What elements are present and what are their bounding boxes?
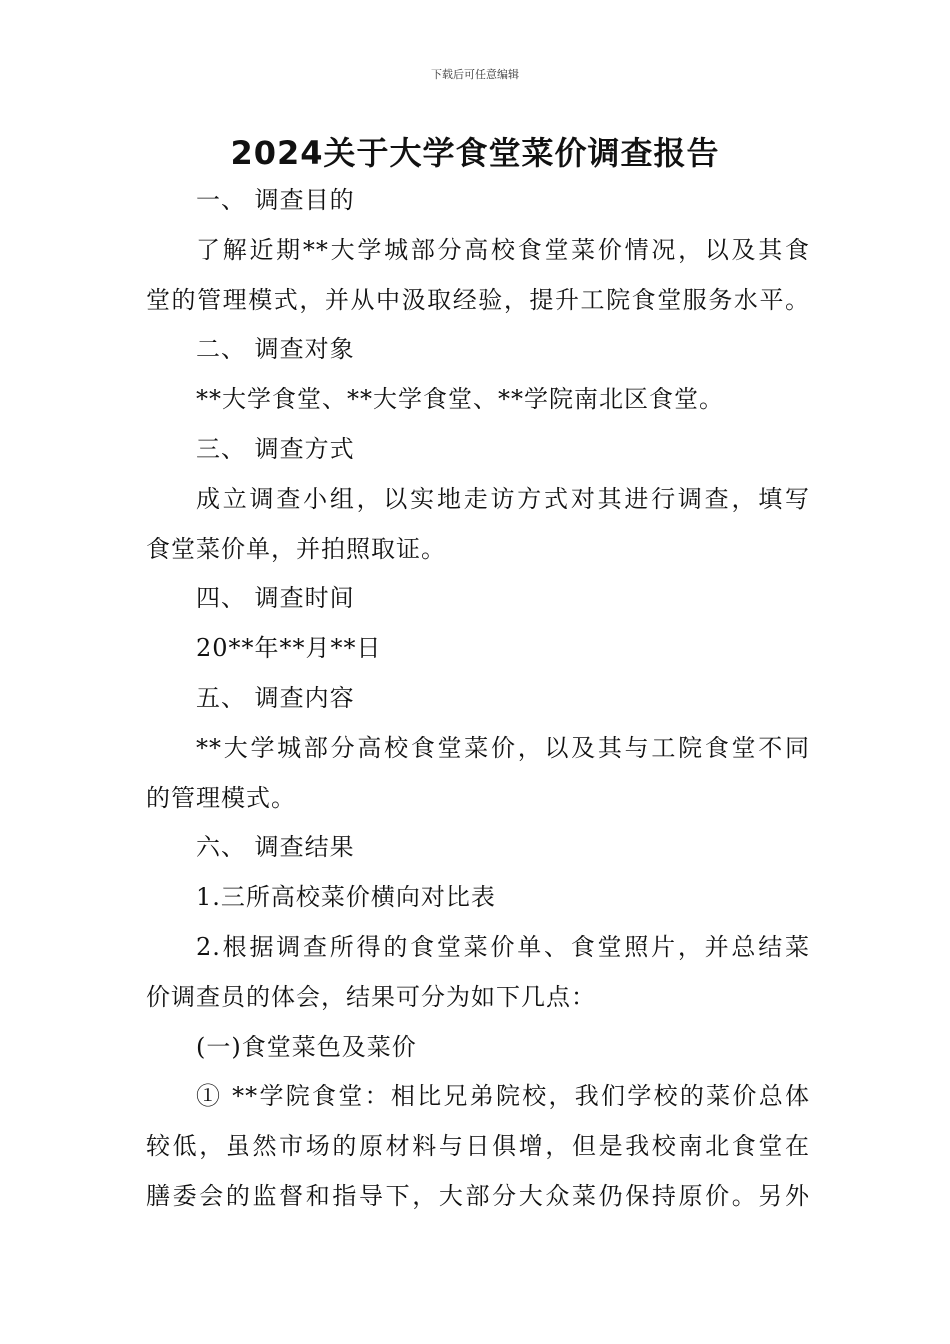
paragraph-line: 2.根据调查所得的食堂菜价单、食堂照片，并总结菜 xyxy=(196,933,810,961)
section-heading-purpose: 一、 调查目的 xyxy=(196,186,355,214)
paragraph-line: 了解近期**大学城部分高校食堂菜价情况，以及其食 xyxy=(196,236,810,264)
paragraph-line: **大学食堂、**大学食堂、**学院南北区食堂。 xyxy=(196,385,724,413)
paragraph-line: 20**年**月**日 xyxy=(196,634,382,662)
section-heading-result: 六、 调查结果 xyxy=(196,833,355,861)
paragraph-line: 食堂菜价单，并拍照取证。 xyxy=(146,535,446,563)
section-heading-method: 三、 调查方式 xyxy=(196,435,355,463)
section-heading-time: 四、 调查时间 xyxy=(196,584,355,612)
header-note: 下载后可任意编辑 xyxy=(431,68,519,81)
paragraph-line: 成立调查小组，以实地走访方式对其进行调查，填写 xyxy=(196,485,810,513)
paragraph-line: 1.三所高校菜价横向对比表 xyxy=(196,883,496,911)
subsection-heading: (一)食堂菜色及菜价 xyxy=(196,1033,417,1061)
document-title: 2024关于大学食堂菜价调查报告 xyxy=(230,134,720,172)
paragraph-line: 的管理模式。 xyxy=(146,784,296,812)
paragraph-line: **大学城部分高校食堂菜价，以及其与工院食堂不同 xyxy=(196,734,810,762)
section-heading-subject: 二、 调查对象 xyxy=(196,335,355,363)
paragraph-line: 价调查员的体会，结果可分为如下几点： xyxy=(146,983,596,1011)
paragraph-line: 膳委会的监督和指导下，大部分大众菜仍保持原价。另外 xyxy=(146,1182,810,1210)
paragraph-line: 较低，虽然市场的原材料与日俱增，但是我校南北食堂在 xyxy=(146,1132,810,1160)
paragraph-line: ① **学院食堂：相比兄弟院校，我们学校的菜价总体 xyxy=(196,1082,810,1110)
paragraph-line: 堂的管理模式，并从中汲取经验，提升工院食堂服务水平。 xyxy=(146,286,810,314)
section-heading-content: 五、 调查内容 xyxy=(196,684,355,712)
